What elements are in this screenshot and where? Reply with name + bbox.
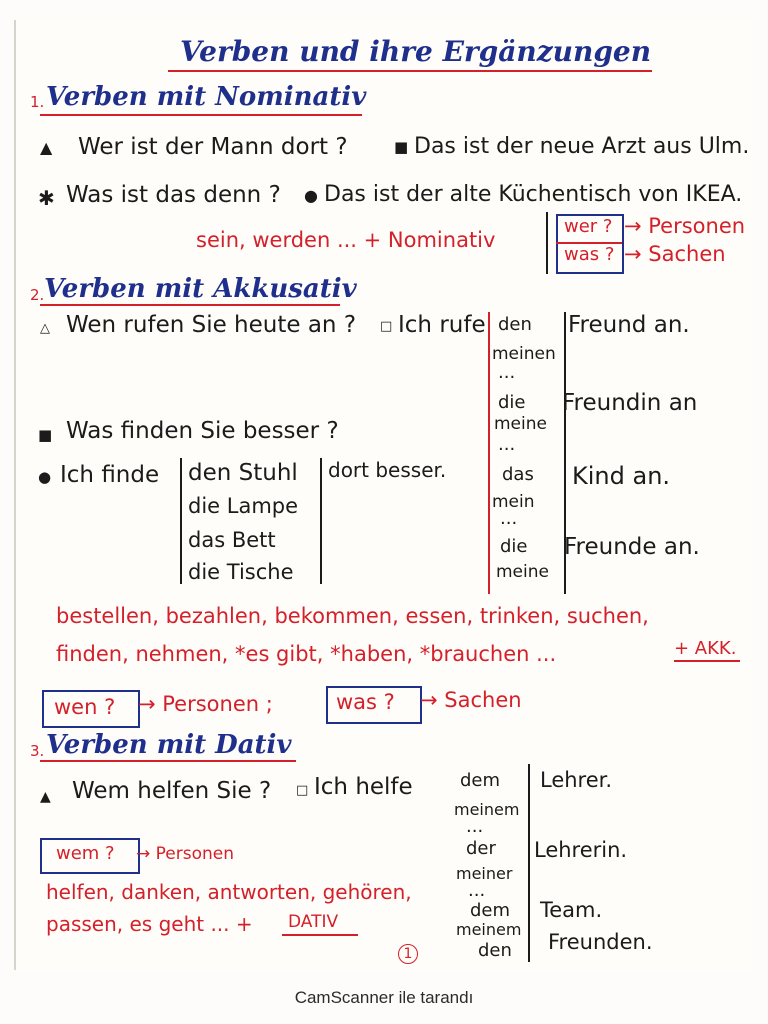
- answer-tail: dort besser.: [328, 458, 447, 482]
- case-label: DATIV: [288, 912, 339, 932]
- box-was: was ?: [336, 690, 395, 714]
- article-cell: ...: [468, 880, 486, 901]
- arrow-personen: → Personen: [136, 844, 235, 864]
- section-heading-nominativ: Verben mit Nominativ: [46, 82, 367, 112]
- column-divider: [528, 764, 530, 962]
- noun-cell: Freunden.: [548, 930, 653, 954]
- verb-list-line: helfen, danken, antworten, gehören,: [46, 880, 412, 904]
- section-number: 2.: [30, 286, 45, 304]
- paper-sheet: [14, 20, 752, 970]
- noun-cell: Freunde an.: [564, 534, 700, 560]
- triangle-bullet-icon: ▲: [40, 138, 53, 157]
- heading-underline: [40, 114, 362, 116]
- article-cell: ...: [466, 816, 484, 837]
- asterisk-bullet-icon: ✱: [38, 186, 55, 210]
- list-divider: [180, 458, 182, 584]
- arrow-personen: → Personen: [624, 214, 746, 238]
- noun-cell: Team.: [540, 898, 603, 922]
- article-cell: den: [498, 314, 532, 335]
- list-item: die Lampe: [188, 494, 299, 518]
- noun-cell: Freund an.: [568, 312, 690, 338]
- article-cell: mein: [492, 492, 535, 512]
- question-line: Wer ist der Mann dort ?: [78, 134, 348, 160]
- section-number: 1.: [30, 93, 45, 111]
- question-line: Was finden Sie besser ?: [66, 418, 339, 444]
- case-underline: [282, 934, 358, 936]
- noun-cell: Lehrer.: [540, 768, 613, 792]
- list-item: das Bett: [188, 528, 276, 552]
- answer-line: Das ist der alte Küchentisch von IKEA.: [324, 182, 743, 207]
- article-cell: ...: [500, 508, 518, 529]
- arrow-sachen: → Sachen: [420, 688, 522, 712]
- box-was: was ?: [564, 244, 615, 265]
- section-heading-akkusativ: Verben mit Akkusativ: [44, 274, 357, 304]
- question-line: Was ist das denn ?: [66, 182, 281, 208]
- circle-bullet-icon: ●: [38, 468, 52, 486]
- article-cell: meiner: [456, 864, 513, 883]
- box-wen: wen ?: [54, 695, 116, 719]
- square-bullet-icon: □: [296, 783, 309, 798]
- article-cell: ...: [498, 434, 516, 455]
- arrow-sachen: → Sachen: [624, 242, 726, 266]
- article-cell: die: [498, 392, 526, 413]
- square-bullet-icon: ■: [394, 138, 409, 156]
- box-wem: wem ?: [56, 843, 115, 864]
- article-cell: meinen: [492, 344, 556, 364]
- case-label: + AKK.: [674, 638, 737, 659]
- article-cell: meine: [496, 562, 549, 582]
- answer-line: Das ist der neue Arzt aus Ulm.: [414, 134, 750, 159]
- page-title: Verben und ihre Ergänzungen: [180, 35, 652, 68]
- question-line: Wem helfen Sie ?: [72, 778, 272, 804]
- article-cell: die: [500, 536, 528, 557]
- title-underline: [168, 70, 652, 72]
- heading-underline: [40, 304, 340, 306]
- square-bullet-icon: □: [380, 319, 393, 334]
- noun-cell: Kind an.: [572, 462, 671, 490]
- article-cell: meinem: [456, 920, 522, 939]
- list-item: den Stuhl: [188, 460, 298, 486]
- section-heading-dativ: Verben mit Dativ: [46, 730, 292, 760]
- article-cell: der: [466, 838, 496, 859]
- case-underline: [674, 660, 740, 662]
- square-bullet-icon: ■: [38, 426, 53, 444]
- noun-cell: Freundin an: [562, 390, 698, 416]
- box-wer: wer ?: [564, 216, 613, 237]
- article-cell: meine: [494, 414, 547, 434]
- answer-line: Ich helfe: [314, 774, 413, 800]
- list-divider: [320, 458, 322, 584]
- noun-cell: Lehrerin.: [534, 838, 628, 862]
- rule-text: sein, werden ... + Nominativ: [196, 228, 496, 252]
- heading-underline: [40, 760, 296, 762]
- circle-bullet-icon: ●: [304, 186, 318, 205]
- article-cell: dem: [470, 900, 511, 921]
- verb-list-line: finden, nehmen, *es gibt, *haben, *brauchen ...: [56, 642, 557, 666]
- verb-list-line: passen, es geht ... +: [46, 912, 253, 936]
- article-cell: das: [502, 464, 534, 485]
- question-line: Wen rufen Sie heute an ?: [66, 312, 357, 338]
- page-number: 1: [398, 944, 418, 964]
- article-cell: meinem: [454, 800, 520, 819]
- verb-list-line: bestellen, bezahlen, bekommen, essen, trinken, suchen,: [56, 604, 649, 628]
- triangle-bullet-icon: ▲: [40, 789, 51, 805]
- column-divider: [488, 312, 490, 594]
- article-cell: dem: [460, 770, 501, 791]
- arrow-personen: → Personen ;: [138, 692, 273, 716]
- article-cell: den: [478, 940, 512, 961]
- scanner-footer: CamScanner ile tarandı: [294, 988, 474, 1007]
- article-cell: ...: [498, 362, 516, 383]
- section-number: 3.: [30, 742, 45, 760]
- answer-line: Ich finde: [60, 462, 160, 488]
- answer-line: Ich rufe: [398, 312, 486, 338]
- triangle-bullet-icon: △: [40, 321, 50, 336]
- list-item: die Tische: [188, 560, 294, 584]
- divider-line: [546, 212, 548, 274]
